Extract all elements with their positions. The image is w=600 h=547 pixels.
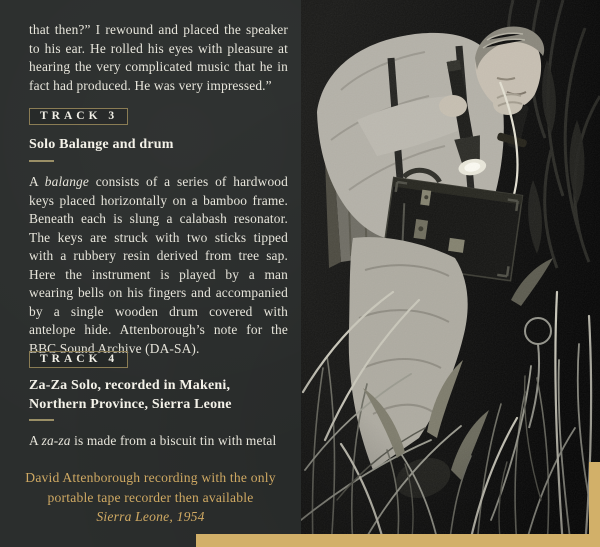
gold-right-strip — [589, 462, 600, 547]
track-4-badge — [29, 351, 128, 368]
track-4-description — [29, 432, 288, 451]
track-4-title: Za-Za Solo, recorded in Makeni, Northern Province, Sierra Leone — [29, 378, 232, 412]
photo-film-grain — [301, 0, 600, 547]
photo-caption — [0, 468, 301, 527]
track-4-text-pre: A — [29, 433, 42, 448]
track-3-divider-rule — [29, 160, 54, 162]
track-4-divider-rule — [29, 419, 54, 421]
caption-line-1: David Attenborough recording with the only — [25, 470, 276, 485]
text-column — [29, 0, 290, 547]
track-3-badge-label: TRACK 3 — [40, 110, 119, 122]
track-4-text-post: is made from a biscuit tin with metal — [70, 433, 277, 448]
track-3-title: Solo Balange and drum — [29, 137, 174, 152]
intro-paragraph: that then?” I rewound and placed the speaker to his ear. He rolled his eyes with pleasure at hearing the very complicated music that he in fact had produced. He was very impressed.” — [29, 22, 288, 93]
track-4-badge-label: TRACK 4 — [40, 353, 119, 365]
attenborough-photograph — [301, 0, 600, 547]
track-3-text-italic: balange — [44, 174, 89, 189]
track-3-badge — [29, 108, 128, 125]
photo-illustration — [301, 0, 600, 547]
track-3-text-post: consists of a series of hardwood keys placed horizontally on a bamboo frame. Beneath each is slung a calabash resonator. The keys are struck with two sticks tipped with a rubbery resin derived from tree sap. Here the instrument is played by a man wearing bells on his fingers and accompanied by a single wooden drum covered with antelope hide. Attenborough’s note for the BBC Sound Archive (DA-SA). — [29, 174, 288, 356]
track-4-text-italic: za-za — [41, 433, 71, 448]
gold-bottom-bar — [196, 534, 600, 547]
caption-line-2: portable tape recorder then available — [47, 489, 254, 505]
track-3-description — [29, 173, 288, 358]
track-3-text-pre: A — [29, 174, 45, 189]
caption-line-3: Sierra Leone, 1954 — [96, 509, 205, 524]
